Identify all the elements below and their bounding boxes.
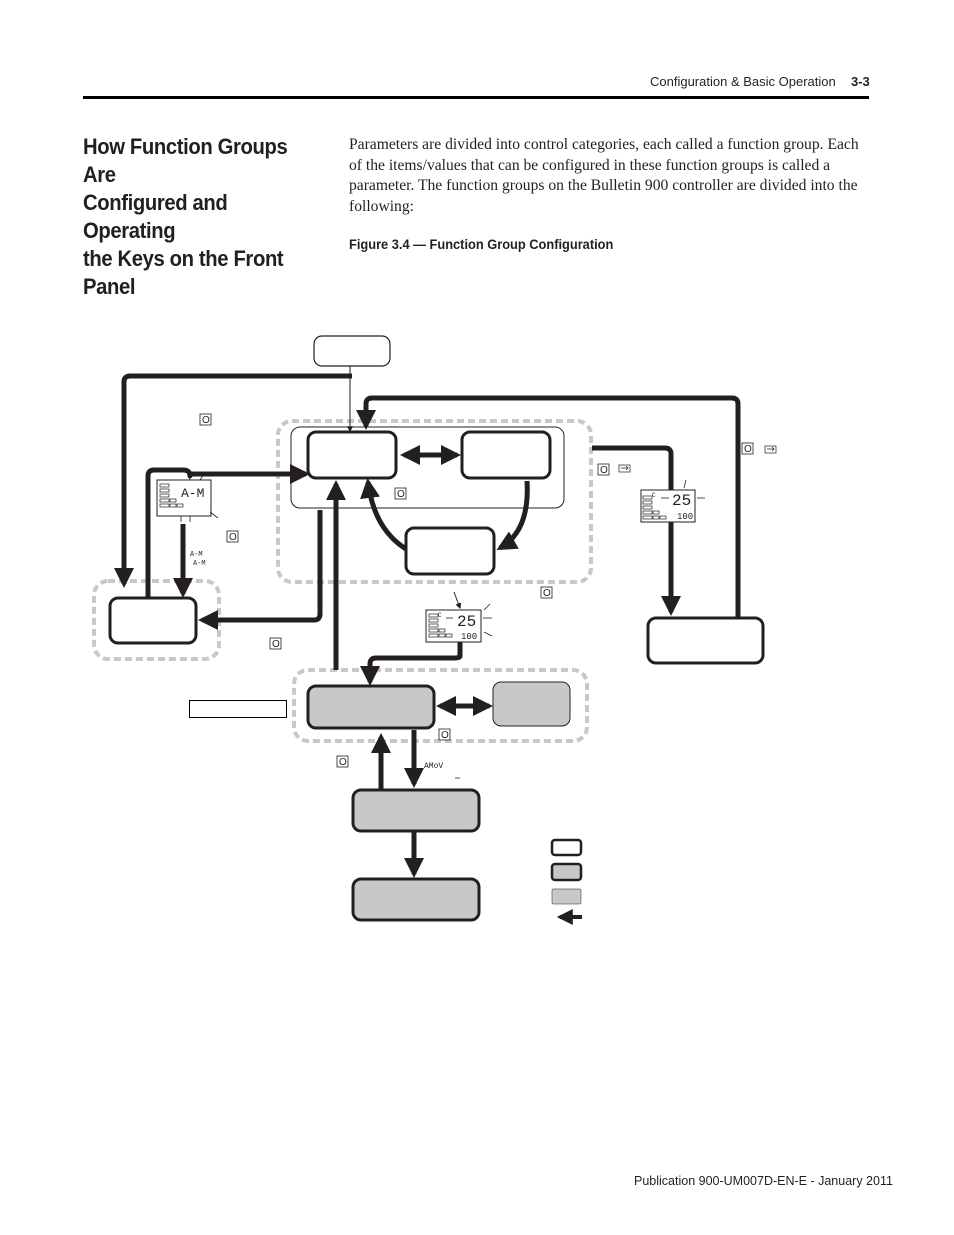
o-key-icon: [742, 443, 753, 455]
o-key-icon: [200, 414, 211, 426]
communications-setting-box: [353, 790, 479, 831]
legend-swatch-gray-bordered: [552, 864, 581, 880]
o-key-icon: [270, 638, 281, 650]
pv-sv-display-icon: [426, 604, 492, 642]
section-title-line: Configured and Operating: [83, 190, 228, 243]
header-page-number: 3-3: [851, 74, 870, 89]
display-code: A-M: [181, 486, 205, 501]
display-pv: 25: [672, 492, 692, 510]
o-key-icon: [395, 488, 406, 500]
a-m-display-icon: [157, 472, 218, 522]
power-on-box: [314, 336, 390, 366]
display-code-item: A-M: [190, 551, 203, 559]
o-key-icon: [541, 587, 552, 599]
initial-setting-group-box: [308, 686, 434, 728]
operation-group-box: [308, 432, 396, 478]
o-key-label: O: [600, 465, 608, 476]
bank-setting-box: [406, 528, 494, 574]
o-key-label: O: [744, 444, 752, 455]
display-pv: 25: [457, 613, 477, 631]
o-key-icon: [439, 729, 450, 741]
section-title-line: How Function Groups Are: [83, 134, 288, 187]
legend-swatch-white: [552, 840, 581, 855]
display-sv: 100: [677, 512, 694, 522]
display-code-item: A-M: [193, 560, 206, 568]
display-unit: C: [652, 492, 656, 499]
o-key-label: O: [397, 489, 405, 500]
display-unit: C: [438, 612, 442, 619]
o-key-label: O: [441, 730, 449, 741]
o-key-label: O: [202, 415, 210, 426]
legend-swatch-gray: [552, 889, 581, 904]
o-key-label: O: [229, 532, 237, 543]
a-m-code-list: [190, 551, 206, 568]
calibration-level-box: [353, 879, 479, 920]
adjustment-group-box: [462, 432, 550, 478]
protect-group-box: [110, 598, 196, 643]
footer-publication: Publication 900-UM007D-EN-E - January 2011: [634, 1174, 893, 1188]
mode-key-icon: [619, 465, 630, 472]
mode-key-icon: [765, 446, 776, 453]
advanced-function-box: [493, 682, 570, 726]
display-sv: 100: [461, 632, 478, 642]
calibration-group-box: [648, 618, 763, 663]
header-section-title: Configuration & Basic Operation: [650, 74, 836, 89]
arrow-operation-to-display: [454, 592, 460, 608]
o-key-label: O: [272, 639, 280, 650]
figure-caption: Figure 3.4 — Function Group Configuration: [349, 237, 614, 252]
intro-paragraph: Parameters are divided into control categories, each called a function group. Each of the items/values that can be configured in these function groups is called a parameter. The function groups on the Bulletin 900 controller are divided into the following:: [349, 136, 859, 215]
legend: [552, 840, 582, 917]
o-key-label: O: [543, 588, 551, 599]
blank-label-box: [189, 700, 287, 718]
amov-code: AMoV: [424, 762, 444, 771]
o-key-icon: [337, 756, 348, 768]
arrow-adjustment-to-bank: [500, 481, 527, 548]
o-key-icon: [227, 531, 238, 543]
section-title-line: the Keys on the Front Panel: [83, 246, 284, 299]
o-key-label: O: [339, 757, 347, 768]
arrow-operation-to-initial: [370, 636, 460, 682]
o-key-icon: [598, 464, 609, 476]
